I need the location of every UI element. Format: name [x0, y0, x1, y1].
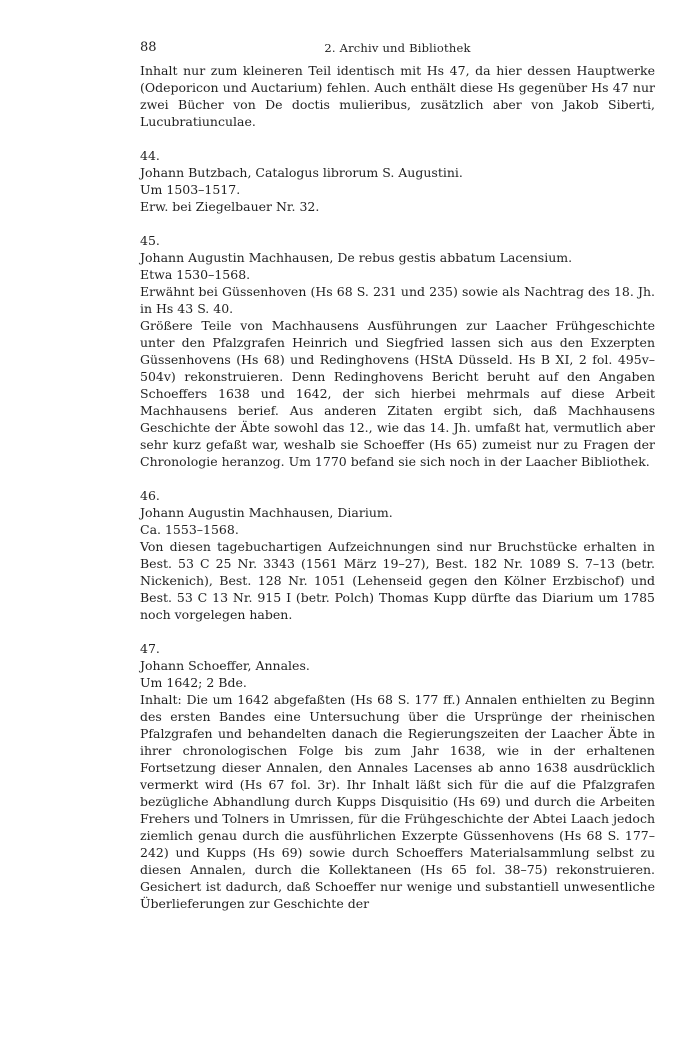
intro-paragraph: Inhalt nur zum kleineren Teil identisch mit Hs 47, da hier dessen Hauptwerke (Odeporicon und Auctarium) fehlen. Auch enthält diese Hs gegenüber Hs 47 nur zwei Bücher von De doctis mulieribus, zusätzlich aber von Jakob Siberti, Lucubratiunculae. — [140, 63, 655, 129]
catalog-entry-45 — [140, 232, 655, 470]
entry-date: Ca. 1553–1568. — [140, 522, 239, 537]
entry-date: Etwa 1530–1568. — [140, 267, 251, 282]
page-content — [140, 62, 655, 912]
entry-title: Johann Augustin Machhausen, Diarium. — [140, 505, 393, 520]
entry-paragraph: Erwähnt bei Güssenhoven (Hs 68 S. 231 und 235) sowie als Nachtrag des 18. Jh. in Hs 43 S. 40. — [140, 284, 655, 316]
entry-date: Um 1503–1517. — [140, 182, 241, 197]
entry-paragraph: Größere Teile von Machhausens Ausführungen zur Laacher Frühgeschichte unter den Pfalzgrafen Heinrich und Siegfried lassen sich aus den Exzerpten Güssenhovens (Hs 68) und Redinghovens (HStA Düsseld. Hs B XI, 2 fol. 495v–504v) rekonstruieren. Denn Redinghovens Bericht beruht auf den Angaben Schoeffers 1638 und 1642, der sich hierbei mehrmals auf diese Arbeit Machhausens berief. Aus anderen Zitaten ergibt sich, daß Machhausens Geschichte der Äbte sowohl das 12., wie das 14. Jh. umfaßt hat, vermutlich aber sehr kurz gefaßt war, weshalb sie Schoeffer (Hs 65) zumeist nur zu Fragen der Chronologie heranzog. Um 1770 befand sie sich noch in der Laacher Bibliothek. — [140, 318, 655, 469]
entry-number: 47. — [140, 641, 160, 656]
page-header — [140, 40, 655, 62]
entry-title: Johann Butzbach, Catalogus librorum S. Augustini. — [140, 165, 463, 180]
entry-title: Johann Schoeffer, Annales. — [140, 658, 310, 673]
entry-paragraph: Erw. bei Ziegelbauer Nr. 32. — [140, 199, 320, 214]
entry-paragraph: Inhalt: Die um 1642 abgefaßten (Hs 68 S. 177 ff.) Annalen enthielten zu Beginn des ersten Bandes eine Untersuchung über die Ursprünge der rheinischen Pfalzgrafen und behandelten danach die Regierungszeiten der Laacher Äbte in ihrer chronologischen Folge bis zum Jahr 1638, wie in der erhaltenen Fortsetzung dieser Annalen, den Annales Lacenses ab anno 1638 ausdrücklich vermerkt wird (Hs 67 fol. 3r). Ihr Inhalt läßt sich für die auf die Pfalzgrafen bezügliche Abhandlung durch Kupps Disquisitio (Hs 69) und durch die Arbeiten Frehers und Tolners in Umrissen, für die Frühgeschichte der Abtei Laach jedoch ziemlich genau durch die ausführlichen Exzerpte Güssenhovens (Hs 68 S. 177–242) und Kupps (Hs 69) sowie durch Schoeffers Materialsammlung selbst zu diesen Annalen, durch die Kollektaneen (Hs 65 fol. 38–75) rekonstruieren. Gesichert ist dadurch, daß Schoeffer nur wenige und substantiell unwesentliche Überlieferungen zur Geschichte der — [140, 692, 655, 911]
document-page — [140, 40, 655, 912]
catalog-entry-46 — [140, 487, 655, 623]
entry-number: 46. — [140, 488, 160, 503]
entry-title: Johann Augustin Machhausen, De rebus gestis abbatum Lacensium. — [140, 250, 573, 265]
entry-date: Um 1642; 2 Bde. — [140, 675, 247, 690]
catalog-entry-47 — [140, 640, 655, 912]
entry-number: 44. — [140, 148, 160, 163]
page-number: 88 — [140, 40, 157, 55]
catalog-entry-44 — [140, 147, 655, 215]
entry-number: 45. — [140, 233, 160, 248]
entry-paragraph: Von diesen tagebuchartigen Aufzeichnungen sind nur Bruchstücke erhalten in Best. 53 C 25 Nr. 3343 (1561 März 19–27), Best. 182 Nr. 1089 S. 7–13 (betr. Nickenich), Best. 128 Nr. 1051 (Lehenseid gegen den Kölner Erzbischof) und Best. 53 C 13 Nr. 915 I (betr. Polch) Thomas Kupp dürfte das Diarium um 1785 noch vorgelegen haben. — [140, 539, 655, 622]
running-head: 2. Archiv und Bibliothek — [324, 41, 471, 55]
